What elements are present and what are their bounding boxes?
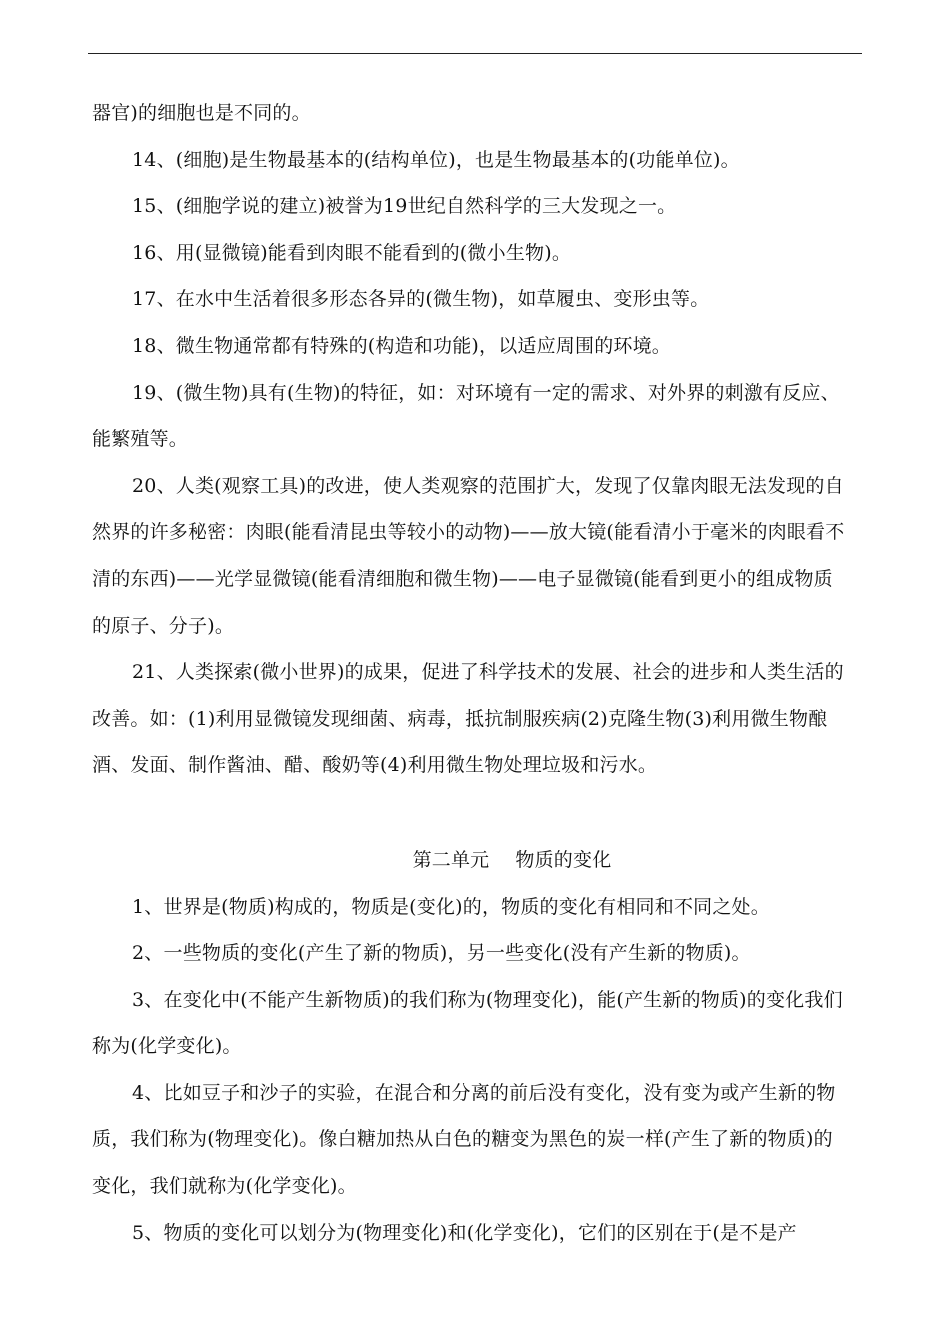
section-unit: 第二单元 [412, 848, 490, 871]
section-heading [92, 837, 852, 884]
section-title: 物质的变化 [515, 848, 612, 871]
paragraph: 器官)的细胞也是不同的。 [92, 102, 311, 124]
paragraph: 20、人类(观察工具)的改进，使人类观察的范围扩大，发现了仅靠肉眼无法发现的自然界的许多秘密：肉眼(能看清昆虫等较小的动物)——放大镜(能看清小于毫米的肉眼看不清的东西)——光学显微镜(能看清细胞和微生物)——电子显微镜(能看到更小的组成物质的原子、分子)。 [92, 474, 845, 637]
paragraph: 18、微生物通常都有特殊的(构造和功能)，以适应周围的环境。 [132, 334, 672, 357]
paragraph: 14、(细胞)是生物最基本的(结构单位)，也是生物最基本的(功能单位)。 [132, 148, 740, 171]
paragraphs-after [92, 884, 852, 1257]
paragraph: 17、在水中生活着很多形态各异的(微生物)，如草履虫、变形虫等。 [132, 288, 710, 311]
paragraph: 4、比如豆子和沙子的实验，在混合和分离的前后没有变化，没有变为或产生新的物质，我们称为(物理变化)。像白糖加热从白色的糖变为黑色的炭一样(产生了新的物质)的变化，我们就称为(化学变化)。 [92, 1081, 836, 1198]
paragraph: 15、(细胞学说的建立)被誉为19世纪自然科学的三大发现之一。 [132, 195, 677, 218]
paragraph: 3、在变化中(不能产生新物质)的我们称为(物理变化)，能(产生新的物质)的变化我们称为(化学变化)。 [92, 988, 843, 1058]
paragraph: 21、人类探索(微小世界)的成果，促进了科学技术的发展、社会的进步和人类生活的改善。如：(1)利用显微镜发现细菌、病毒，抵抗制服疾病(2)克隆生物(3)利用微生物酿酒、发面、制作酱油、醋、酸奶等(4)利用微生物处理垃圾和污水。 [92, 661, 844, 777]
paragraph: 16、用(显微镜)能看到肉眼不能看到的(微小生物)。 [132, 241, 572, 264]
document-body [92, 90, 852, 1256]
paragraph: 2、一些物质的变化(产生了新的物质)，另一些变化(没有产生新的物质)。 [132, 942, 751, 965]
paragraphs-before [92, 90, 852, 789]
paragraph: 5、物质的变化可以划分为(物理变化)和(化学变化)，它们的区别在于(是不是产 [132, 1221, 797, 1244]
header-rule [88, 53, 862, 54]
paragraph: 19、(微生物)具有(生物)的特征，如：对环境有一定的需求、对外界的刺激有反应、能繁殖等。 [92, 381, 840, 451]
paragraph: 1、世界是(物质)构成的，物质是(变化)的，物质的变化有相同和不同之处。 [132, 895, 770, 918]
